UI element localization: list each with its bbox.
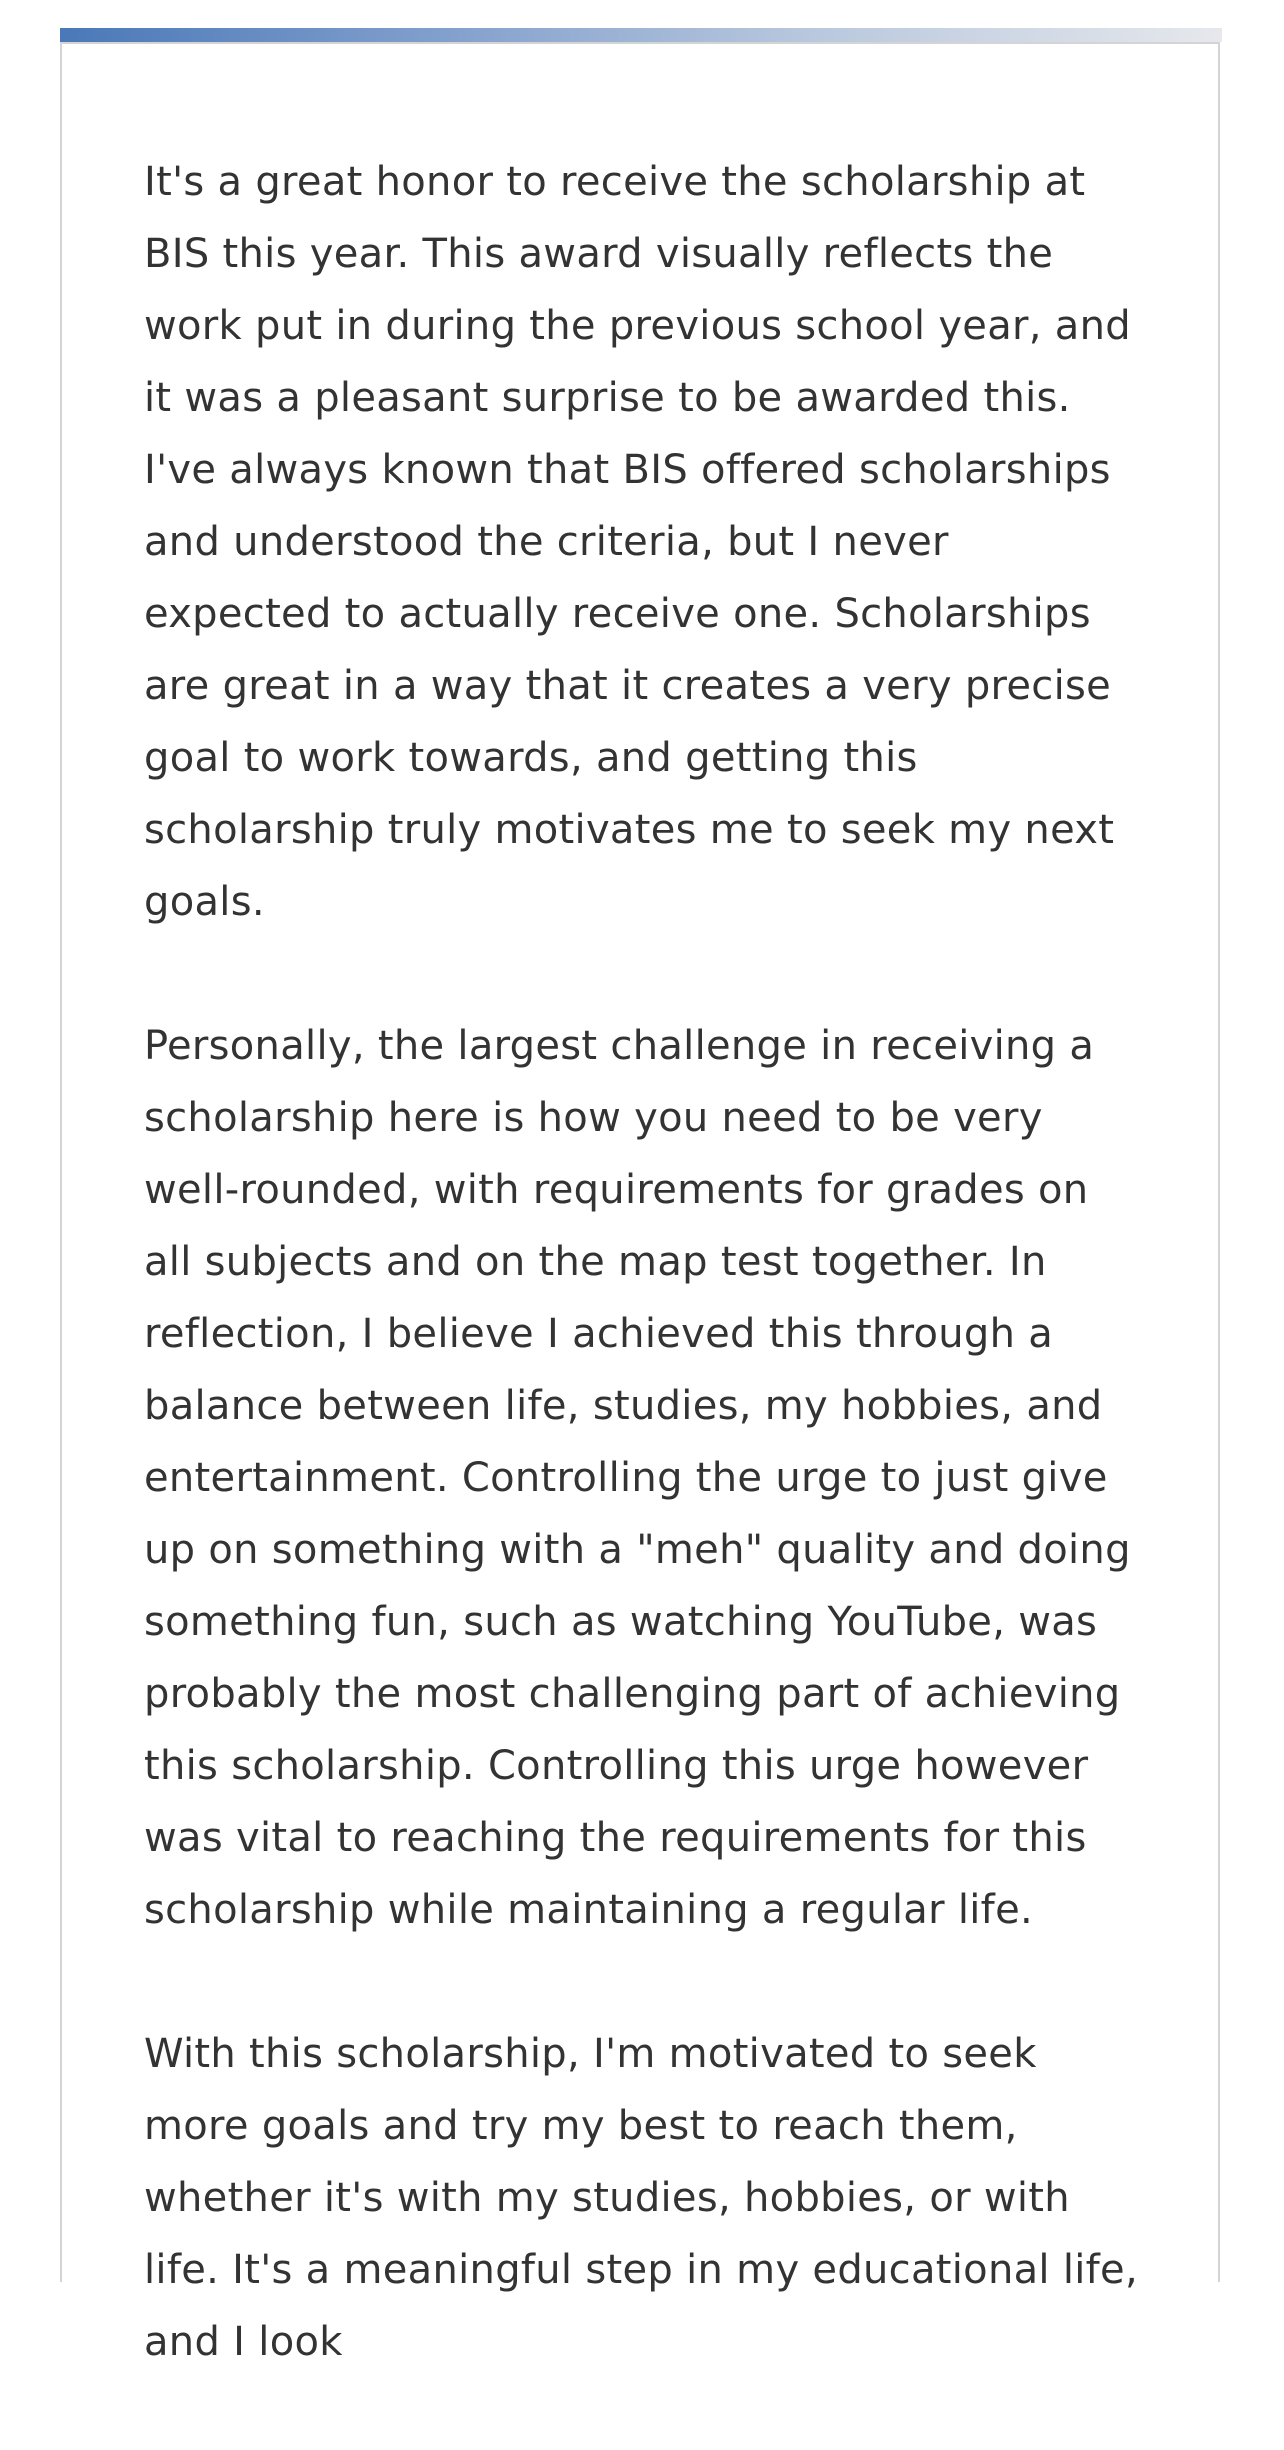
paragraph-2: Personally, the largest challenge in receiving a scholarship here is how you need to be very well-rounded, with requirements for grades on all subjects and on the map test together. In reflection, I believe I achieved this through a balance between life, studies, my hobbies, and entertainment. Controlling the urge to just give up on something with a "meh" quality and doing something fun, such as watching YouTube, was probably the most challenging part of achieving this scholarship. Controlling this urge however was vital to reaching the requirements for this scholarship while maintaining a regular life. xyxy=(144,1023,1131,1933)
paragraph-3: With this scholarship, I'm motivated to seek more goals and try my best to reach them, whether it's with my studies, hobbies, or with life. It's a meaningful step in my educational life, and I look xyxy=(144,2031,1138,2365)
paragraph-1: It's a great honor to receive the scholarship at BIS this year. This award visually reflects the work put in during the previous school year, and it was a pleasant surprise to be awarded this. I've always known that BIS offered scholarships and understood the criteria, but I never expected to actually receive one. Scholarships are great in a way that it creates a very precise goal to work towards, and getting this scholarship truly motivates me to seek my next goals. xyxy=(144,159,1131,925)
header-accent-bar xyxy=(60,28,1222,42)
article-body xyxy=(144,146,1144,2450)
